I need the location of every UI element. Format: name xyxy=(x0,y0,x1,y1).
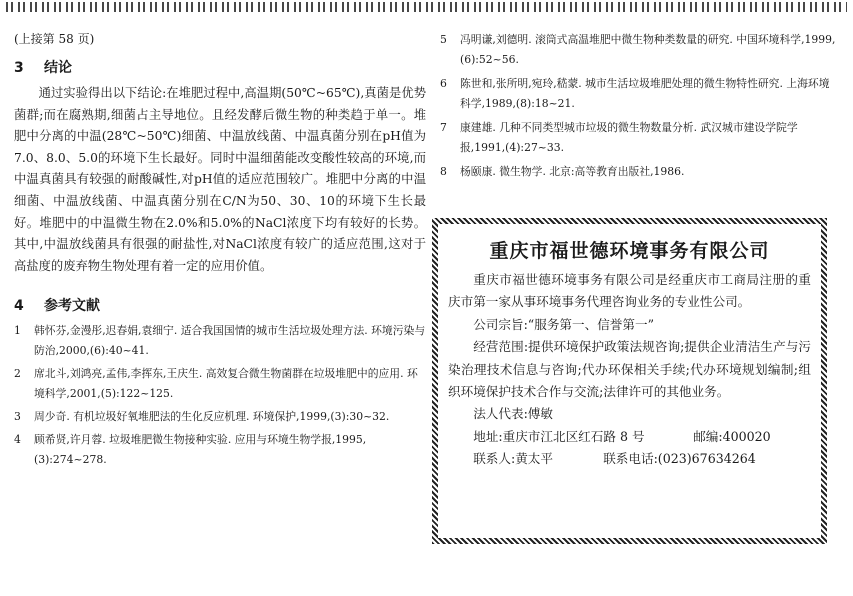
contact-person-text: 联系人:黄太平 xyxy=(473,451,553,467)
right-column xyxy=(440,30,840,187)
reference-text: 韩怀芬,金漫彤,迟春娟,袁细宁. 适合我国国情的城市生活垃圾处理方法. 环境污染与防治,2000,(6):40~41. xyxy=(34,324,426,358)
reference-number: 7 xyxy=(440,121,447,134)
reference-number: 3 xyxy=(14,410,21,424)
reference-list-right xyxy=(440,30,840,182)
reference-text: 陈世和,张所明,宛玲,嵇蒙. 城市生活垃圾堆肥处理的微生物特性研究. 上海环境科学,1989,(8):18~21. xyxy=(460,77,830,110)
reference-item xyxy=(14,430,426,470)
company-name: 重庆市福世德环境事务有限公司 xyxy=(489,240,770,262)
legal-representative xyxy=(448,403,811,425)
references-number: 4 xyxy=(14,298,24,315)
conclusion-heading xyxy=(14,57,426,77)
reference-item xyxy=(440,74,840,113)
reference-number: 6 xyxy=(440,77,447,90)
advertisement-content xyxy=(448,230,811,471)
reference-text: 周少奇. 有机垃圾好氧堆肥法的生化反应机理. 环境保护,1999,(3):30~32. xyxy=(34,410,390,424)
references-heading xyxy=(14,295,426,315)
reference-number: 8 xyxy=(440,165,447,178)
conclusion-paragraph: 通过实验得出以下结论:在堆肥过程中,高温期(50℃~65℃),真菌是优势菌群;而在腐熟期,细菌占主导地位。且经发酵后微生物的种类趋于单一。堆肥中分离的中温(28℃~50℃)细菌、中温放线菌、中温真菌分别在pH值为7.0、8.0、5.0的环境下生长最好。同时中温细菌能改变酸性较高的环境,而中温真菌具有较强的耐酸碱性,对pH值的适应范围较广。堆肥中分离的中温细菌、中温放线菌、中温真菌分别在C/N为50、30、10的环境下生长最好。堆肥中的中温微生物在2.0%和5.0%的NaCl浓度下均有较好的长势。其中,中温放线菌具有很强的耐盐性,对NaCl浓度有较广的适应范围,这对于高盐度的废弃物生物处理有着一定的应用价值。 xyxy=(14,86,426,273)
postcode-text: 邮编:400020 xyxy=(693,428,771,444)
conclusion-section xyxy=(14,57,426,277)
business-scope: 经营范围:提供环境保护政策法规咨询;提供企业清洁生产与污染治理技术信息与咨询;代办环保相关手续;代办环境规划编制;组织环境保护技术合作与交流;法律许可的其他业务。 xyxy=(448,339,811,400)
reference-item xyxy=(14,321,426,361)
reference-text: 杨颐康. 微生物学. 北京:高等教育出版社,1986. xyxy=(460,165,685,178)
address-row xyxy=(448,426,811,448)
reference-item xyxy=(14,364,426,404)
reference-item xyxy=(440,118,840,157)
company-intro: 重庆市福世德环境事务有限公司是经重庆市工商局注册的重庆市第一家从事环境事务代理咨询业务的专业性公司。 xyxy=(448,272,811,310)
address-text: 地址:重庆市江北区红石路 8 号 xyxy=(473,428,645,444)
top-decorative-border xyxy=(6,2,847,12)
conclusion-number: 3 xyxy=(14,60,24,76)
reference-text: 康建雄. 几种不同类型城市垃圾的微生物数量分析. 武汉城市建设学院学报,1991,(4):27~33. xyxy=(460,121,798,154)
reference-number: 4 xyxy=(14,433,21,447)
legal-representative-text: 法人代表:傅敏 xyxy=(473,406,553,422)
conclusion-title: 结论 xyxy=(44,60,72,76)
reference-item xyxy=(14,407,426,427)
continuation-note: (上接第 58 页) xyxy=(14,32,95,46)
company-motto: 公司宗旨:“服务第一、信誉第一” xyxy=(473,316,655,332)
reference-number: 5 xyxy=(440,33,447,46)
reference-text: 顾希贤,许月蓉. 垃圾堆肥微生物接种实验. 应用与环境生物学报,1995,(3):274~278. xyxy=(34,433,367,467)
reference-item xyxy=(440,30,840,69)
reference-number: 2 xyxy=(14,367,21,381)
company-advertisement xyxy=(432,218,827,544)
reference-text: 席北斗,刘鸿亮,孟伟,李挥东,王庆生. 高效复合微生物菌群在垃圾堆肥中的应用. 环境科学,2001,(5):122~125. xyxy=(34,367,418,401)
contact-row xyxy=(448,448,811,470)
reference-item xyxy=(440,162,840,182)
reference-number: 1 xyxy=(14,324,21,338)
left-column xyxy=(14,30,426,473)
phone-text: 联系电话:(023)67634264 xyxy=(603,451,756,467)
reference-text: 冯明谦,刘德明. 滚筒式高温堆肥中微生物种类数量的研究. 中国环境科学,1999,(6):52~56. xyxy=(460,33,836,66)
reference-list-left xyxy=(14,321,426,470)
references-title: 参考文献 xyxy=(44,298,100,315)
